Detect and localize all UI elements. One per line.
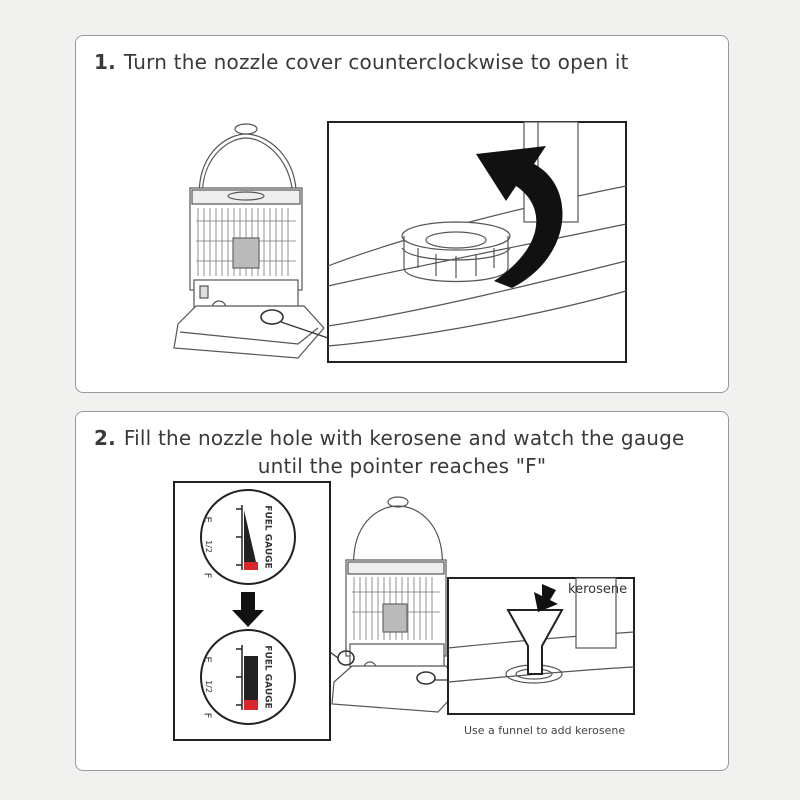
heater-icon — [330, 497, 462, 712]
fuel-gauge-icon — [201, 630, 295, 724]
gauge-1-mark-e: E — [201, 516, 213, 523]
gauge-2-mark-half: 1/2 — [203, 680, 213, 693]
gauge-2-mark-e: E — [201, 656, 213, 663]
step-2-number: 2. — [94, 426, 116, 450]
step-1-number: 1. — [94, 50, 116, 74]
step-2-panel — [75, 411, 729, 771]
gauge-2-mark-f: F — [201, 712, 213, 719]
kerosene-label: kerosene — [568, 582, 628, 597]
fuel-gauge-icon — [201, 490, 295, 584]
gauge-1-mark-f: F — [201, 572, 213, 579]
step-1-panel — [75, 35, 729, 393]
fuel-gauge-box — [174, 482, 330, 740]
funnel-zoom-box — [448, 578, 634, 714]
nozzle-zoom-box — [328, 122, 626, 362]
funnel-caption: Use a funnel to add kerosene — [464, 724, 626, 737]
gauge-1-title: FUEL GAUGE — [262, 505, 273, 569]
step-2-text-line1: Fill the nozzle hole with kerosene and watch the gauge — [123, 426, 685, 450]
heater-icon — [174, 124, 328, 358]
step-1-illustration — [76, 36, 729, 393]
gauge-1-mark-half: 1/2 — [203, 540, 213, 553]
gauge-2-title: FUEL GAUGE — [262, 645, 273, 709]
step-1-text: Turn the nozzle cover counterclockwise to open it — [123, 50, 629, 74]
step-2-text-line2: until the pointer reaches "F" — [257, 454, 547, 478]
step-2-illustration — [76, 412, 729, 771]
